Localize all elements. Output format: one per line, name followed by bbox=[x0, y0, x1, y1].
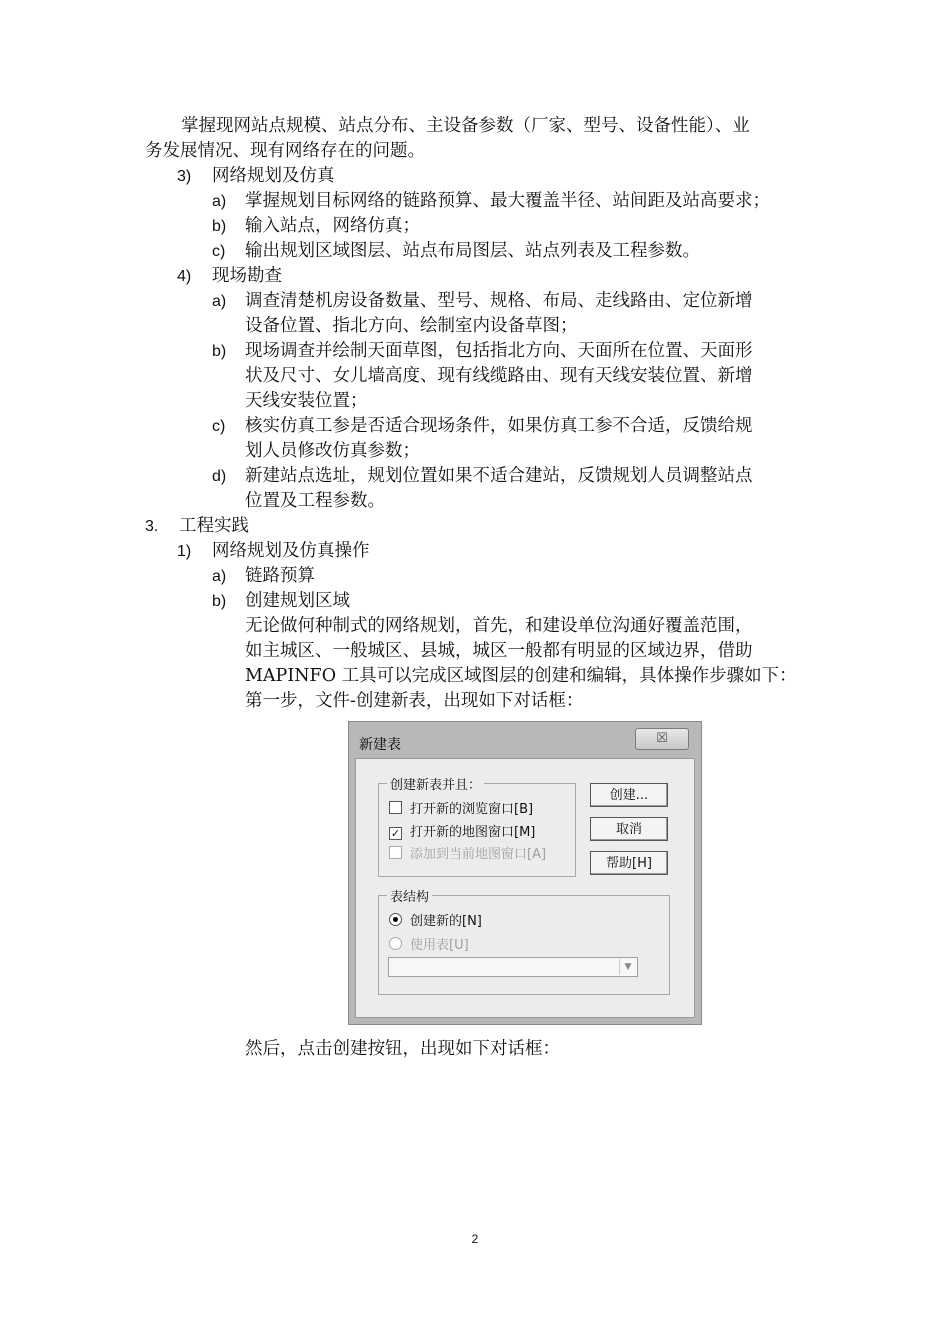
option-label: 创建新的[N] bbox=[410, 914, 482, 929]
intro-line-1: 掌握现网站点规模、站点分布、主设备参数（厂家、型号、设备性能）、业 bbox=[181, 116, 750, 136]
list-item: 掌握规划目标网络的链路预算、最大覆盖半径、站间距及站高要求； bbox=[245, 191, 770, 211]
section-number: 1) bbox=[177, 543, 192, 560]
list-marker: b) bbox=[212, 593, 227, 610]
radio-selected[interactable] bbox=[389, 913, 402, 926]
section-title: 网络规划及仿真 bbox=[212, 166, 335, 186]
chapter-title: 工程实践 bbox=[179, 516, 249, 536]
list-item-line: 天线安装位置； bbox=[245, 391, 368, 411]
list-marker: a) bbox=[212, 193, 227, 210]
page-number: 2 bbox=[471, 1232, 479, 1246]
list-item-line: 位置及工程参数。 bbox=[245, 491, 385, 511]
dialog-body bbox=[355, 758, 695, 1018]
create-new-radio[interactable] bbox=[389, 910, 482, 929]
section-number: 3) bbox=[177, 168, 192, 185]
list-marker: c) bbox=[212, 418, 226, 435]
list-marker: a) bbox=[212, 568, 227, 585]
list-item-line: 划人员修改仿真参数； bbox=[245, 441, 420, 461]
group-label: 创建新表并且： bbox=[387, 774, 484, 793]
option-label: 添加到当前地图窗口[A] bbox=[410, 847, 547, 862]
list-item-line: 新建站点选址，规划位置如果不适合建站，反馈规划人员调整站点 bbox=[245, 466, 753, 486]
body-text-line: 无论做何种制式的网络规划，首先，和建设单位沟通好覆盖范围， bbox=[245, 616, 753, 636]
checkbox bbox=[389, 846, 402, 859]
section-title: 网络规划及仿真操作 bbox=[212, 541, 370, 561]
option-label: 使用表[U] bbox=[410, 938, 469, 953]
list-marker: d) bbox=[212, 468, 227, 485]
body-text-line: 如主城区、一般城区、县城，城区一般都有明显的区域边界，借助 bbox=[245, 641, 753, 661]
create-button[interactable]: 创建... bbox=[590, 783, 668, 807]
table-select bbox=[388, 957, 638, 977]
list-marker: b) bbox=[212, 343, 227, 360]
list-item: 创建规划区域 bbox=[245, 591, 350, 611]
group-label: 表结构 bbox=[387, 886, 432, 905]
cancel-button[interactable]: 取消 bbox=[590, 817, 668, 841]
chapter-number: 3. bbox=[145, 518, 159, 535]
radio bbox=[389, 937, 402, 950]
list-item-line: 现场调查并绘制天面草图，包括指北方向、天面所在位置、天面形 bbox=[245, 341, 753, 361]
intro-line-2: 务发展情况、现有网络存在的问题。 bbox=[145, 141, 425, 161]
list-item: 链路预算 bbox=[245, 566, 315, 586]
section-number: 4) bbox=[177, 268, 192, 285]
checkbox[interactable] bbox=[389, 801, 402, 814]
list-item: 输入站点，网络仿真； bbox=[245, 216, 420, 236]
help-button[interactable]: 帮助[H] bbox=[590, 851, 668, 875]
list-item-line: 调查清楚机房设备数量、型号、规格、布局、走线路由、定位新增 bbox=[245, 291, 753, 311]
use-table-radio bbox=[389, 934, 469, 953]
section-title: 现场勘查 bbox=[212, 266, 282, 286]
list-item-line: 状及尺寸、女儿墙高度、现有线缆路由、现有天线安装位置、新增 bbox=[245, 366, 753, 386]
checkbox-checked[interactable]: ✓ bbox=[390, 827, 401, 840]
option-label: 打开新的地图窗口[M] bbox=[410, 825, 536, 840]
list-marker: c) bbox=[212, 243, 226, 260]
open-browser-option[interactable] bbox=[389, 798, 533, 817]
close-icon[interactable]: ☒ bbox=[635, 728, 689, 750]
body-text-line: MAPINFO 工具可以完成区域图层的创建和编辑，具体操作步骤如下： bbox=[245, 666, 797, 686]
open-map-option[interactable] bbox=[389, 821, 535, 840]
after-dialog-text: 然后，点击创建按钮，出现如下对话框： bbox=[245, 1039, 560, 1059]
create-options-group bbox=[378, 778, 576, 877]
chevron-down-icon: ▼ bbox=[619, 959, 636, 975]
table-structure-group bbox=[378, 890, 670, 995]
new-table-dialog bbox=[348, 721, 702, 1025]
list-item-line: 核实仿真工参是否适合现场条件，如果仿真工参不合适，反馈给规 bbox=[245, 416, 753, 436]
list-item: 输出规划区域图层、站点布局图层、站点列表及工程参数。 bbox=[245, 241, 700, 261]
option-label: 打开新的浏览窗口[B] bbox=[410, 802, 534, 817]
list-marker: a) bbox=[212, 293, 227, 310]
list-marker: b) bbox=[212, 218, 227, 235]
add-to-map-option bbox=[389, 843, 546, 862]
list-item-line: 设备位置、指北方向、绘制室内设备草图； bbox=[245, 316, 578, 336]
body-text-line: 第一步，文件-创建新表，出现如下对话框： bbox=[245, 691, 584, 711]
dialog-title: 新建表 bbox=[359, 737, 401, 753]
